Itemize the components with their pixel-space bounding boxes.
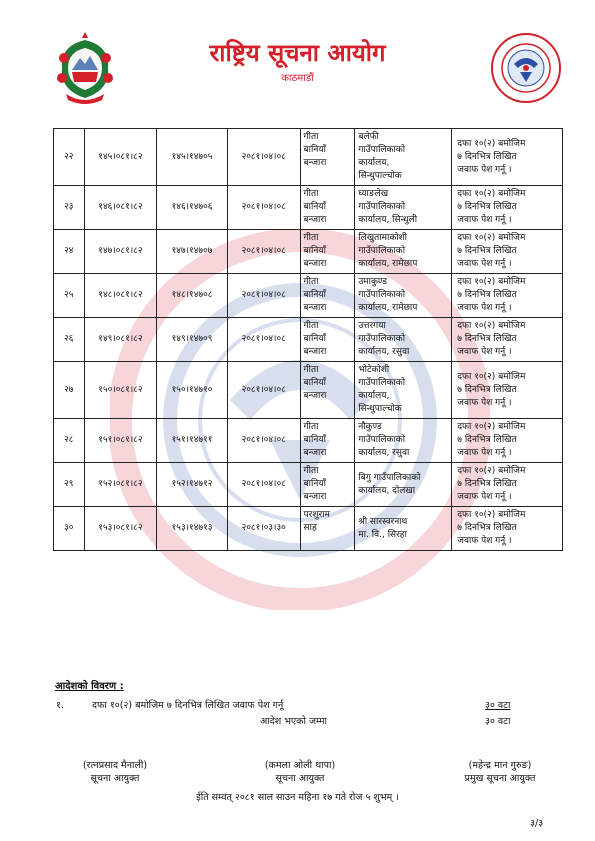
cell-order-line: जवाफ पेश गर्नू । xyxy=(457,164,512,175)
cell-date: २०८१।०४।०८ xyxy=(227,129,300,186)
cell-office xyxy=(355,463,452,507)
summary-total-count: ३० वटा xyxy=(485,716,511,727)
signature-1 xyxy=(35,758,195,784)
summary-item-text: दफा १०(२) बमोजिम ७ दिनभित्र लिखित जवाफ पेश गर्नू xyxy=(92,700,284,711)
cell-appellant-line: गीता xyxy=(303,365,319,375)
cell-office-line: बलेफी xyxy=(358,132,379,142)
cell-appellant xyxy=(300,318,355,362)
cell-appellant xyxy=(300,362,355,419)
cell-appellant xyxy=(300,419,355,463)
signatory-title: सूचना आयुक्त xyxy=(90,773,140,784)
cell-appellant-line: गीता xyxy=(303,321,319,331)
cell-registration-no: १४५।०८१।८२ xyxy=(84,129,157,186)
cell-office-line: उमाकुण्ड xyxy=(358,277,387,287)
signatory-name: (रत्नप्रसाद मैनाली) xyxy=(82,760,148,771)
cell-serial: २४ xyxy=(54,230,85,274)
cell-date: २०८१।०३।३० xyxy=(227,507,300,551)
cell-order-line: जवाफ पेश गर्नू । xyxy=(457,448,512,458)
table-row xyxy=(54,507,563,551)
cell-office-line: गाउँपालिकाको xyxy=(358,145,406,155)
cell-order xyxy=(452,230,563,274)
cell-office-line: गाउँपालिकाको xyxy=(358,246,406,256)
summary-heading: आदेशको विवरण : xyxy=(55,681,124,692)
cell-appellant-line: बन्जारा xyxy=(303,448,327,458)
cell-date: २०८१।०४।०८ xyxy=(227,318,300,362)
cell-order-line: ७ दिनभित्र लिखित xyxy=(457,290,517,300)
cell-order-line: दफा १०(२) बमोजिम xyxy=(457,138,526,149)
summary-item-number: १. xyxy=(56,700,64,711)
footer-date-line: ईति सम्वत् २०८१ साल साउन महिना १७ गते रोज ५ शुभम् । xyxy=(196,792,399,803)
cell-case-no: १४५।१४७०५ xyxy=(157,129,228,186)
summary-total-label: आदेश भएको जम्मा xyxy=(260,716,327,727)
cell-order-line: जवाफ पेश गर्नू । xyxy=(457,397,512,408)
cell-office xyxy=(355,186,452,230)
cell-appellant-line: बन्जारा xyxy=(303,347,327,357)
page-subtitle: काठमाडौं xyxy=(281,73,314,84)
cell-order-line: जवाफ पेश गर्नू । xyxy=(457,536,512,546)
signatory-title: सूचना आयुक्त xyxy=(275,773,325,784)
cell-office-line: कार्यालय, सिन्धुली xyxy=(358,215,418,225)
cell-order-line: जवाफ पेश गर्नू । xyxy=(457,303,512,313)
cell-office-line: कार्यालय, रसुवा xyxy=(358,448,410,458)
table-row xyxy=(54,318,563,362)
cell-serial: २८ xyxy=(54,419,85,463)
cell-office xyxy=(355,507,452,551)
cell-serial: २२ xyxy=(54,129,85,186)
cell-appellant xyxy=(300,274,355,318)
cell-appellant-line: गीता xyxy=(303,422,319,432)
cell-date: २०८१।०४।०८ xyxy=(227,362,300,419)
cell-serial: ३० xyxy=(54,507,85,551)
cell-case-no: १४९।१४७०९ xyxy=(157,318,228,362)
cell-order-line: ७ दिनभित्र लिखित xyxy=(457,334,517,344)
cell-registration-no: १५२।०८१।८२ xyxy=(84,463,157,507)
cell-office-line: गाउँपालिकाको xyxy=(358,202,406,212)
cell-case-no: १५३।१४७१३ xyxy=(157,507,228,551)
cell-order-line: जवाफ पेश गर्नू । xyxy=(457,347,512,357)
cell-order-line: दफा १०(२) बमोजिम xyxy=(457,277,526,287)
cell-order xyxy=(452,274,563,318)
cell-order-line: दफा १०(२) बमोजिम xyxy=(457,189,526,199)
cell-order-line: ७ दिनभित्र लिखित xyxy=(457,435,517,445)
page-title: राष्ट्रिय सूचना आयोग xyxy=(209,39,386,67)
cell-office xyxy=(355,230,452,274)
signature-2 xyxy=(220,758,380,784)
cell-order-line: दफा १०(२) बमोजिम xyxy=(457,321,526,331)
cell-date: २०८१।०४।०८ xyxy=(227,463,300,507)
cell-appellant xyxy=(300,463,355,507)
cell-office xyxy=(355,129,452,186)
cell-appellant-line: बानियाँ xyxy=(303,435,326,445)
cell-order xyxy=(452,186,563,230)
cell-appellant-line: बानियाँ xyxy=(303,378,326,388)
table-row xyxy=(54,274,563,318)
signatory-name: (महेन्द्र मान गुरुङ) xyxy=(468,760,532,771)
cell-office-line: गाउँपालिकाको xyxy=(358,378,406,388)
cell-registration-no: १४८।०८१।८२ xyxy=(84,274,157,318)
cell-office-line: बिगु गाउँपालिकाको xyxy=(358,472,421,483)
cell-office-line: घ्याङलेख xyxy=(358,189,389,199)
table-row xyxy=(54,419,563,463)
cell-date: २०८१।०४।०८ xyxy=(227,419,300,463)
cell-order-line: जवाफ पेश गर्नू । xyxy=(457,215,512,225)
cell-office-line: मा. वि., सिरहा xyxy=(358,529,407,540)
table-row xyxy=(54,463,563,507)
page-number: ३/३ xyxy=(530,818,544,829)
cell-serial: २७ xyxy=(54,362,85,419)
cell-order-line: ७ दिनभित्र लिखित xyxy=(457,479,517,489)
cell-order-line: जवाफ पेश गर्नू । xyxy=(457,492,512,502)
cell-date: २०८१।०४।०८ xyxy=(227,274,300,318)
cell-office-line: कार्यालय, रसुवा xyxy=(358,347,410,357)
cell-order xyxy=(452,129,563,186)
cell-case-no: १४६।१४७०६ xyxy=(157,186,228,230)
cell-date: २०८१।०४।०८ xyxy=(227,186,300,230)
cell-office-line: कार्यालय, xyxy=(358,391,390,401)
cell-appellant-line: बानियाँ xyxy=(303,246,326,256)
cell-appellant xyxy=(300,230,355,274)
cell-order-line: दफा १०(२) बमोजिम xyxy=(457,233,526,243)
cell-appellant-line: बानियाँ xyxy=(303,202,326,212)
cell-office-line: गाउँपालिकाको xyxy=(358,334,406,344)
cell-office xyxy=(355,274,452,318)
cell-appellant-line: गीता xyxy=(303,189,319,199)
cell-order-line: जवाफ पेश गर्नू । xyxy=(457,259,512,269)
cell-office-line: श्री सारस्वरनाथ xyxy=(358,516,408,527)
table-row xyxy=(54,186,563,230)
cell-order-line: दफा १०(२) बमोजिम xyxy=(457,422,526,432)
cell-appellant-line: बानियाँ xyxy=(303,334,326,344)
cell-appellant-line: गीता xyxy=(303,132,319,142)
cell-order xyxy=(452,362,563,419)
cell-appellant-line: साह xyxy=(303,523,317,533)
summary-item-count: ३० वटा xyxy=(485,700,511,711)
cell-appellant xyxy=(300,186,355,230)
cell-registration-no: १४७।०८१।८२ xyxy=(84,230,157,274)
cell-order-line: ७ दिनभित्र लिखित xyxy=(457,151,517,162)
cell-case-no: १४८।१४७०८ xyxy=(157,274,228,318)
cell-office-line: कार्यालय, रामेछाप xyxy=(358,303,418,313)
cell-order-line: ७ दिनभित्र लिखित xyxy=(457,202,517,212)
signatory-name: (कमला ओली थापा) xyxy=(264,760,336,771)
cell-appellant-line: गीता xyxy=(303,233,319,243)
cell-office-line: उत्तरगया xyxy=(358,321,386,331)
cell-registration-no: १४९।०८१।८२ xyxy=(84,318,157,362)
cell-appellant-line: परशुराम xyxy=(303,510,330,520)
cell-office xyxy=(355,318,452,362)
cell-serial: २५ xyxy=(54,274,85,318)
cell-case-no: १५२।१४७१२ xyxy=(157,463,228,507)
cell-order-line: ७ दिनभित्र लिखित xyxy=(457,384,517,395)
cell-order xyxy=(452,419,563,463)
cell-case-no: १४७।१४७०७ xyxy=(157,230,228,274)
cell-office xyxy=(355,419,452,463)
cell-appellant-line: बानियाँ xyxy=(303,145,326,155)
cell-appellant-line: बन्जारा xyxy=(303,259,327,269)
cell-office-line: कार्यालय, xyxy=(358,158,390,168)
cell-appellant-line: बन्जारा xyxy=(303,215,327,225)
cell-office-line: गाउँपालिकाको xyxy=(358,435,406,445)
cell-order-line: दफा १०(२) बमोजिम xyxy=(457,371,526,382)
cell-order-line: ७ दिनभित्र लिखित xyxy=(457,523,517,533)
cell-office-line: नौकुण्ड xyxy=(358,422,382,432)
cell-office-line: सिन्धुपाल्चोक xyxy=(358,404,402,414)
cell-order-line: दफा १०(२) बमोजिम xyxy=(457,466,526,476)
cell-appellant-line: बानियाँ xyxy=(303,479,326,489)
cell-registration-no: १५३।०८१।८२ xyxy=(84,507,157,551)
cell-office-line: कार्यालय, रामेछाप xyxy=(358,259,418,269)
cell-office-line: गाउँपालिकाको xyxy=(358,290,406,300)
cell-appellant-line: बन्जारा xyxy=(303,158,327,168)
cell-case-no: १५०।१४७१० xyxy=(157,362,228,419)
cell-office xyxy=(355,362,452,419)
orders-table xyxy=(53,128,563,551)
cell-office-line: कार्यालय, दोलखा xyxy=(358,485,416,496)
table-row xyxy=(54,129,563,186)
cell-order xyxy=(452,507,563,551)
cell-appellant-line: गीता xyxy=(303,466,319,476)
cell-order xyxy=(452,318,563,362)
cell-office-line: लिखुतामाकोशी xyxy=(358,233,408,243)
cell-appellant-line: बन्जारा xyxy=(303,391,327,401)
commission-seal-icon xyxy=(490,32,562,104)
cell-case-no: १५१।१४७११ xyxy=(157,419,228,463)
cell-office-line: भोटेकोशी xyxy=(358,365,390,375)
cell-date: २०८१।०४।०८ xyxy=(227,230,300,274)
signatory-title: प्रमुख सूचना आयुक्त xyxy=(464,773,536,784)
cell-appellant xyxy=(300,129,355,186)
cell-order xyxy=(452,463,563,507)
cell-appellant xyxy=(300,507,355,551)
cell-serial: २३ xyxy=(54,186,85,230)
cell-order-line: ७ दिनभित्र लिखित xyxy=(457,246,517,256)
table-row xyxy=(54,230,563,274)
cell-appellant-line: बन्जारा xyxy=(303,492,327,502)
cell-serial: २९ xyxy=(54,463,85,507)
cell-appellant-line: बन्जारा xyxy=(303,303,327,313)
cell-registration-no: १४६।०८१।८२ xyxy=(84,186,157,230)
cell-registration-no: १५१।०८१।८२ xyxy=(84,419,157,463)
cell-order-line: दफा १०(२) बमोजिम xyxy=(457,510,526,520)
signature-3 xyxy=(420,758,580,784)
table-row xyxy=(54,362,563,419)
cell-registration-no: १५०।०८१।८२ xyxy=(84,362,157,419)
cell-appellant-line: गीता xyxy=(303,277,319,287)
cell-appellant-line: बानियाँ xyxy=(303,290,326,300)
cell-serial: २६ xyxy=(54,318,85,362)
cell-office-line: सिन्धुपाल्चोक xyxy=(358,171,402,181)
